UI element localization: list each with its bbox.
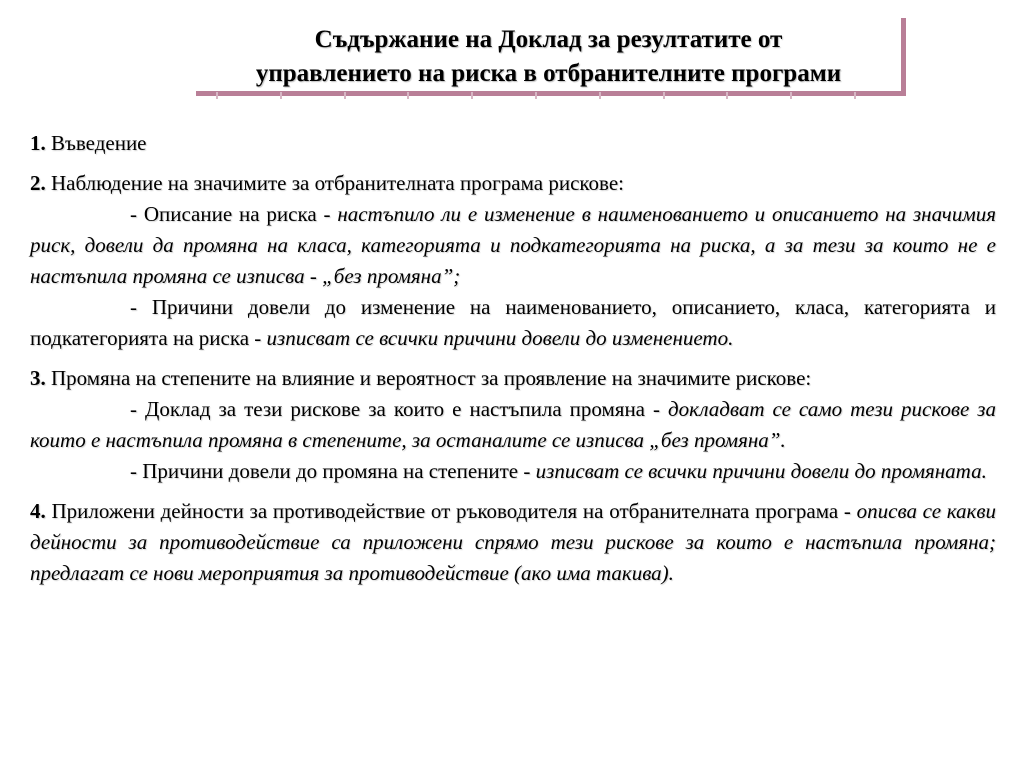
title-box	[196, 18, 906, 96]
section-2	[30, 168, 996, 354]
section-number: 2.	[30, 171, 46, 195]
section-number: 3.	[30, 366, 46, 390]
title-decoration	[216, 92, 856, 100]
section-2-bullet-2: - Причини довели до изменение на наименованието, описанието, класа, категорията и подкатегорията на риска - изписват се всички причини довели до изменението.	[30, 295, 996, 350]
section-4	[30, 496, 996, 589]
title-line-2: управлението на риска в отбранителните програми	[255, 60, 842, 87]
page-title	[196, 23, 901, 91]
section-1	[30, 128, 996, 159]
title-line-1: Съдържание на Доклад за резултатите от	[314, 26, 783, 53]
section-3	[30, 363, 996, 487]
section-2-bullet-1: - Описание на риска - настъпило ли е изменение в наименованието и описанието на значимия риск, довели да промяна на класа, категорията и подкатегорията на риска, а за тези за които не е настъпила промяна се изписва - „без промяна”;	[30, 202, 996, 288]
section-4-detail: описва се какви дейности за противодействие са приложени спрямо тези рискове за които е настъпила промяна; предлагат се нови мероприятия за противодействие (ако има такива).	[30, 499, 996, 585]
content-body	[30, 128, 996, 589]
section-heading: Въведение	[45, 131, 147, 155]
section-heading: Наблюдение на значимите за отбранителната програма рискове:	[45, 171, 624, 195]
section-number: 4.	[30, 499, 46, 523]
section-heading: Приложени дейности за противодействие от ръководителя на отбранителната програма -	[45, 499, 857, 523]
section-3-bullet-2: - Причини довели до промяна на степените - изписват се всички причини довели до промяната.	[130, 459, 987, 483]
section-heading: Промяна на степените на влияние и вероятност за проявление на значимите рискове:	[45, 366, 812, 390]
section-number: 1.	[30, 131, 46, 155]
section-3-bullet-1: - Доклад за тези рискове за които е настъпила промяна - докладват се само тези рискове за които е настъпила промяна в степените, за останалите се изписва „без промяна”.	[30, 397, 996, 452]
